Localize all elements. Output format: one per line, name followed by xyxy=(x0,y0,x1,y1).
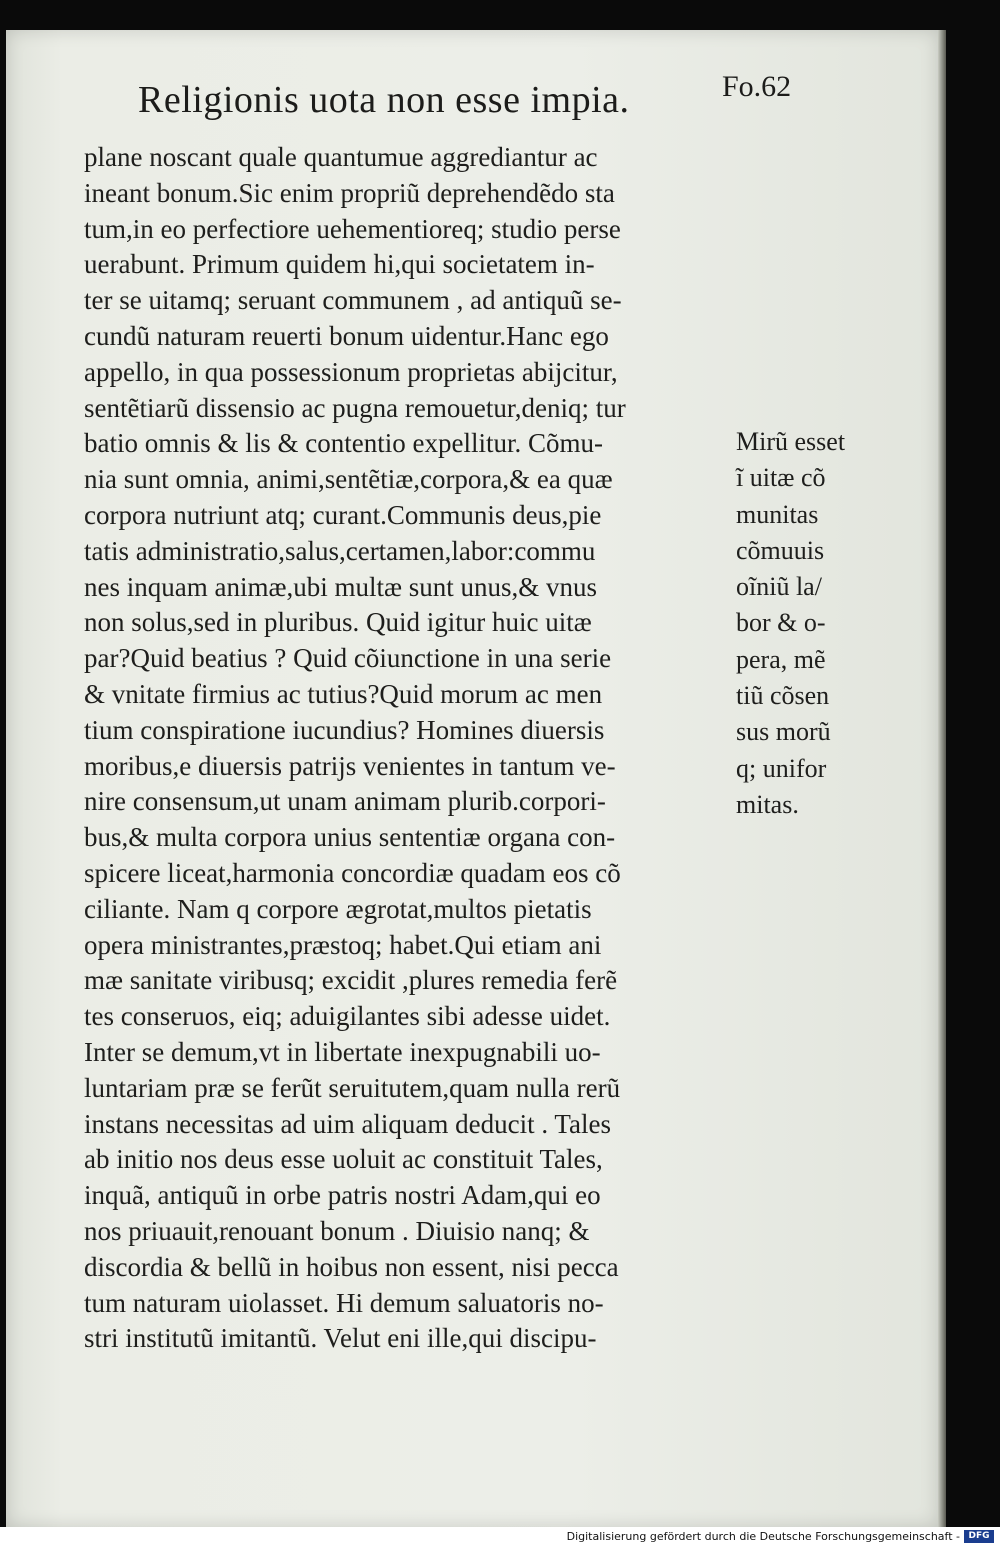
text-line: opera ministrantes,præstoq; habet.Qui etiam ani xyxy=(84,929,602,960)
text-line: tum naturam uiolasset. Hi demum saluatoris no- xyxy=(84,1287,604,1318)
text-line: uerabunt. Primum quidem hi,qui societatem in- xyxy=(84,249,595,280)
margin-note-line: cõmuuis xyxy=(736,535,825,565)
text-line: batio omnis & lis & contentio expellitur. Cõmu- xyxy=(84,428,603,459)
text-line: cundũ naturam reuerti bonum uidentur.Hanc ego xyxy=(84,320,609,351)
text-line: spicere liceat,harmonia concordiæ quadam eos cõ xyxy=(84,857,621,888)
margin-note-line: q; unifor xyxy=(736,753,827,783)
text-line: discordia & bellũ in hoibus non essent, nisi pecca xyxy=(84,1251,619,1282)
text-line: non solus,sed in pluribus. Quid igitur huic uitæ xyxy=(84,607,592,638)
text-line: appello, in qua possessionum proprietas abijcitur, xyxy=(84,356,618,387)
text-line: tes conseruos, eiq; aduigilantes sibi adesse uidet. xyxy=(84,1001,611,1032)
text-line: stri institutũ imitantũ. Velut eni ille,qui discipu- xyxy=(84,1323,597,1354)
margin-note-line: Mirũ esset xyxy=(736,427,846,456)
text-line: tatis administratio,salus,certamen,labor:commu xyxy=(84,535,596,566)
text-line: Inter se demum,vt in libertate inexpugnabili uo- xyxy=(84,1036,601,1067)
text-line: nia sunt omnia, animi,sentẽtiæ,corpora,& ea quæ xyxy=(84,464,613,495)
margin-note-line: bor & o- xyxy=(736,608,826,638)
text-line: par?Quid beatius ? Quid cõiunctione in una serie xyxy=(84,643,612,674)
dfg-logo: DFG xyxy=(964,1530,994,1543)
text-line: instans necessitas ad uim aliquam deducit . Tales xyxy=(84,1108,611,1139)
text-line: nes inquam animæ,ubi multæ sunt unus,& vnus xyxy=(84,571,598,602)
margin-note-line: sus morũ xyxy=(736,717,831,747)
text-line: bus,& multa corpora unius sententiæ organa con- xyxy=(84,822,616,853)
main-text-block xyxy=(84,140,744,1357)
text-line: ter se uitamq; seruant communem , ad antiquũ se- xyxy=(84,285,622,316)
text-line: ciliante. Nam q corpore ægrotat,multos pietatis xyxy=(84,893,592,924)
page-edge xyxy=(938,30,946,1527)
margin-note-line: oĩniũ la/ xyxy=(736,572,822,602)
text-line: tum,in eo perfectiore uehementioreq; studio perse xyxy=(84,213,621,244)
text-line: inquã, antiquũ in orbe patris nostri Adam,qui eo xyxy=(84,1180,601,1211)
margin-note-line: pera, mẽ xyxy=(736,644,826,674)
footer-bar xyxy=(0,1527,1000,1547)
text-line: & vnitate firmius ac tutius?Quid morum ac men xyxy=(84,678,603,709)
margin-note xyxy=(736,424,856,823)
margin-note-line: mitas. xyxy=(736,789,799,819)
text-line: mæ sanitate viribusq; excidit ,plures remedia ferẽ xyxy=(84,965,618,996)
text-line: ab initio nos deus esse uoluit ac constituit Tales, xyxy=(84,1144,603,1175)
text-line: corpora nutriunt atq; curant.Communis deus,pie xyxy=(84,499,602,530)
text-line: nire consensum,ut unam animam plurib.corpori- xyxy=(84,786,606,817)
text-line: nos priuauit,renouant bonum . Diuisio nanq; & xyxy=(84,1215,590,1246)
text-line: sentẽtiarũ dissensio ac pugna remouetur,deniq; tur xyxy=(84,392,626,423)
margin-note-line: munitas xyxy=(736,499,819,529)
text-line: luntariam præ se ferũt seruitutem,quam nulla rerũ xyxy=(84,1072,621,1103)
text-line: tium conspiratione iucundius? Homines diuersis xyxy=(84,714,605,745)
funding-credit: Digitalisierung gefördert durch die Deutsche Forschungsgemeinschaft - xyxy=(566,1530,960,1543)
margin-note-line: tiũ cõsen xyxy=(736,681,830,711)
running-head: Religionis uota non esse impia. xyxy=(138,79,630,121)
folio-number: Fo.62 xyxy=(722,70,792,103)
text-line: ineant bonum.Sic enim propriũ deprehendẽdo sta xyxy=(84,177,615,208)
margin-note-line: ĩ uitæ cõ xyxy=(736,463,826,493)
text-line: plane noscant quale quantumue aggrediantur ac xyxy=(84,142,598,172)
text-line: moribus,e diuersis patrijs venientes in tantum ve- xyxy=(84,750,616,781)
